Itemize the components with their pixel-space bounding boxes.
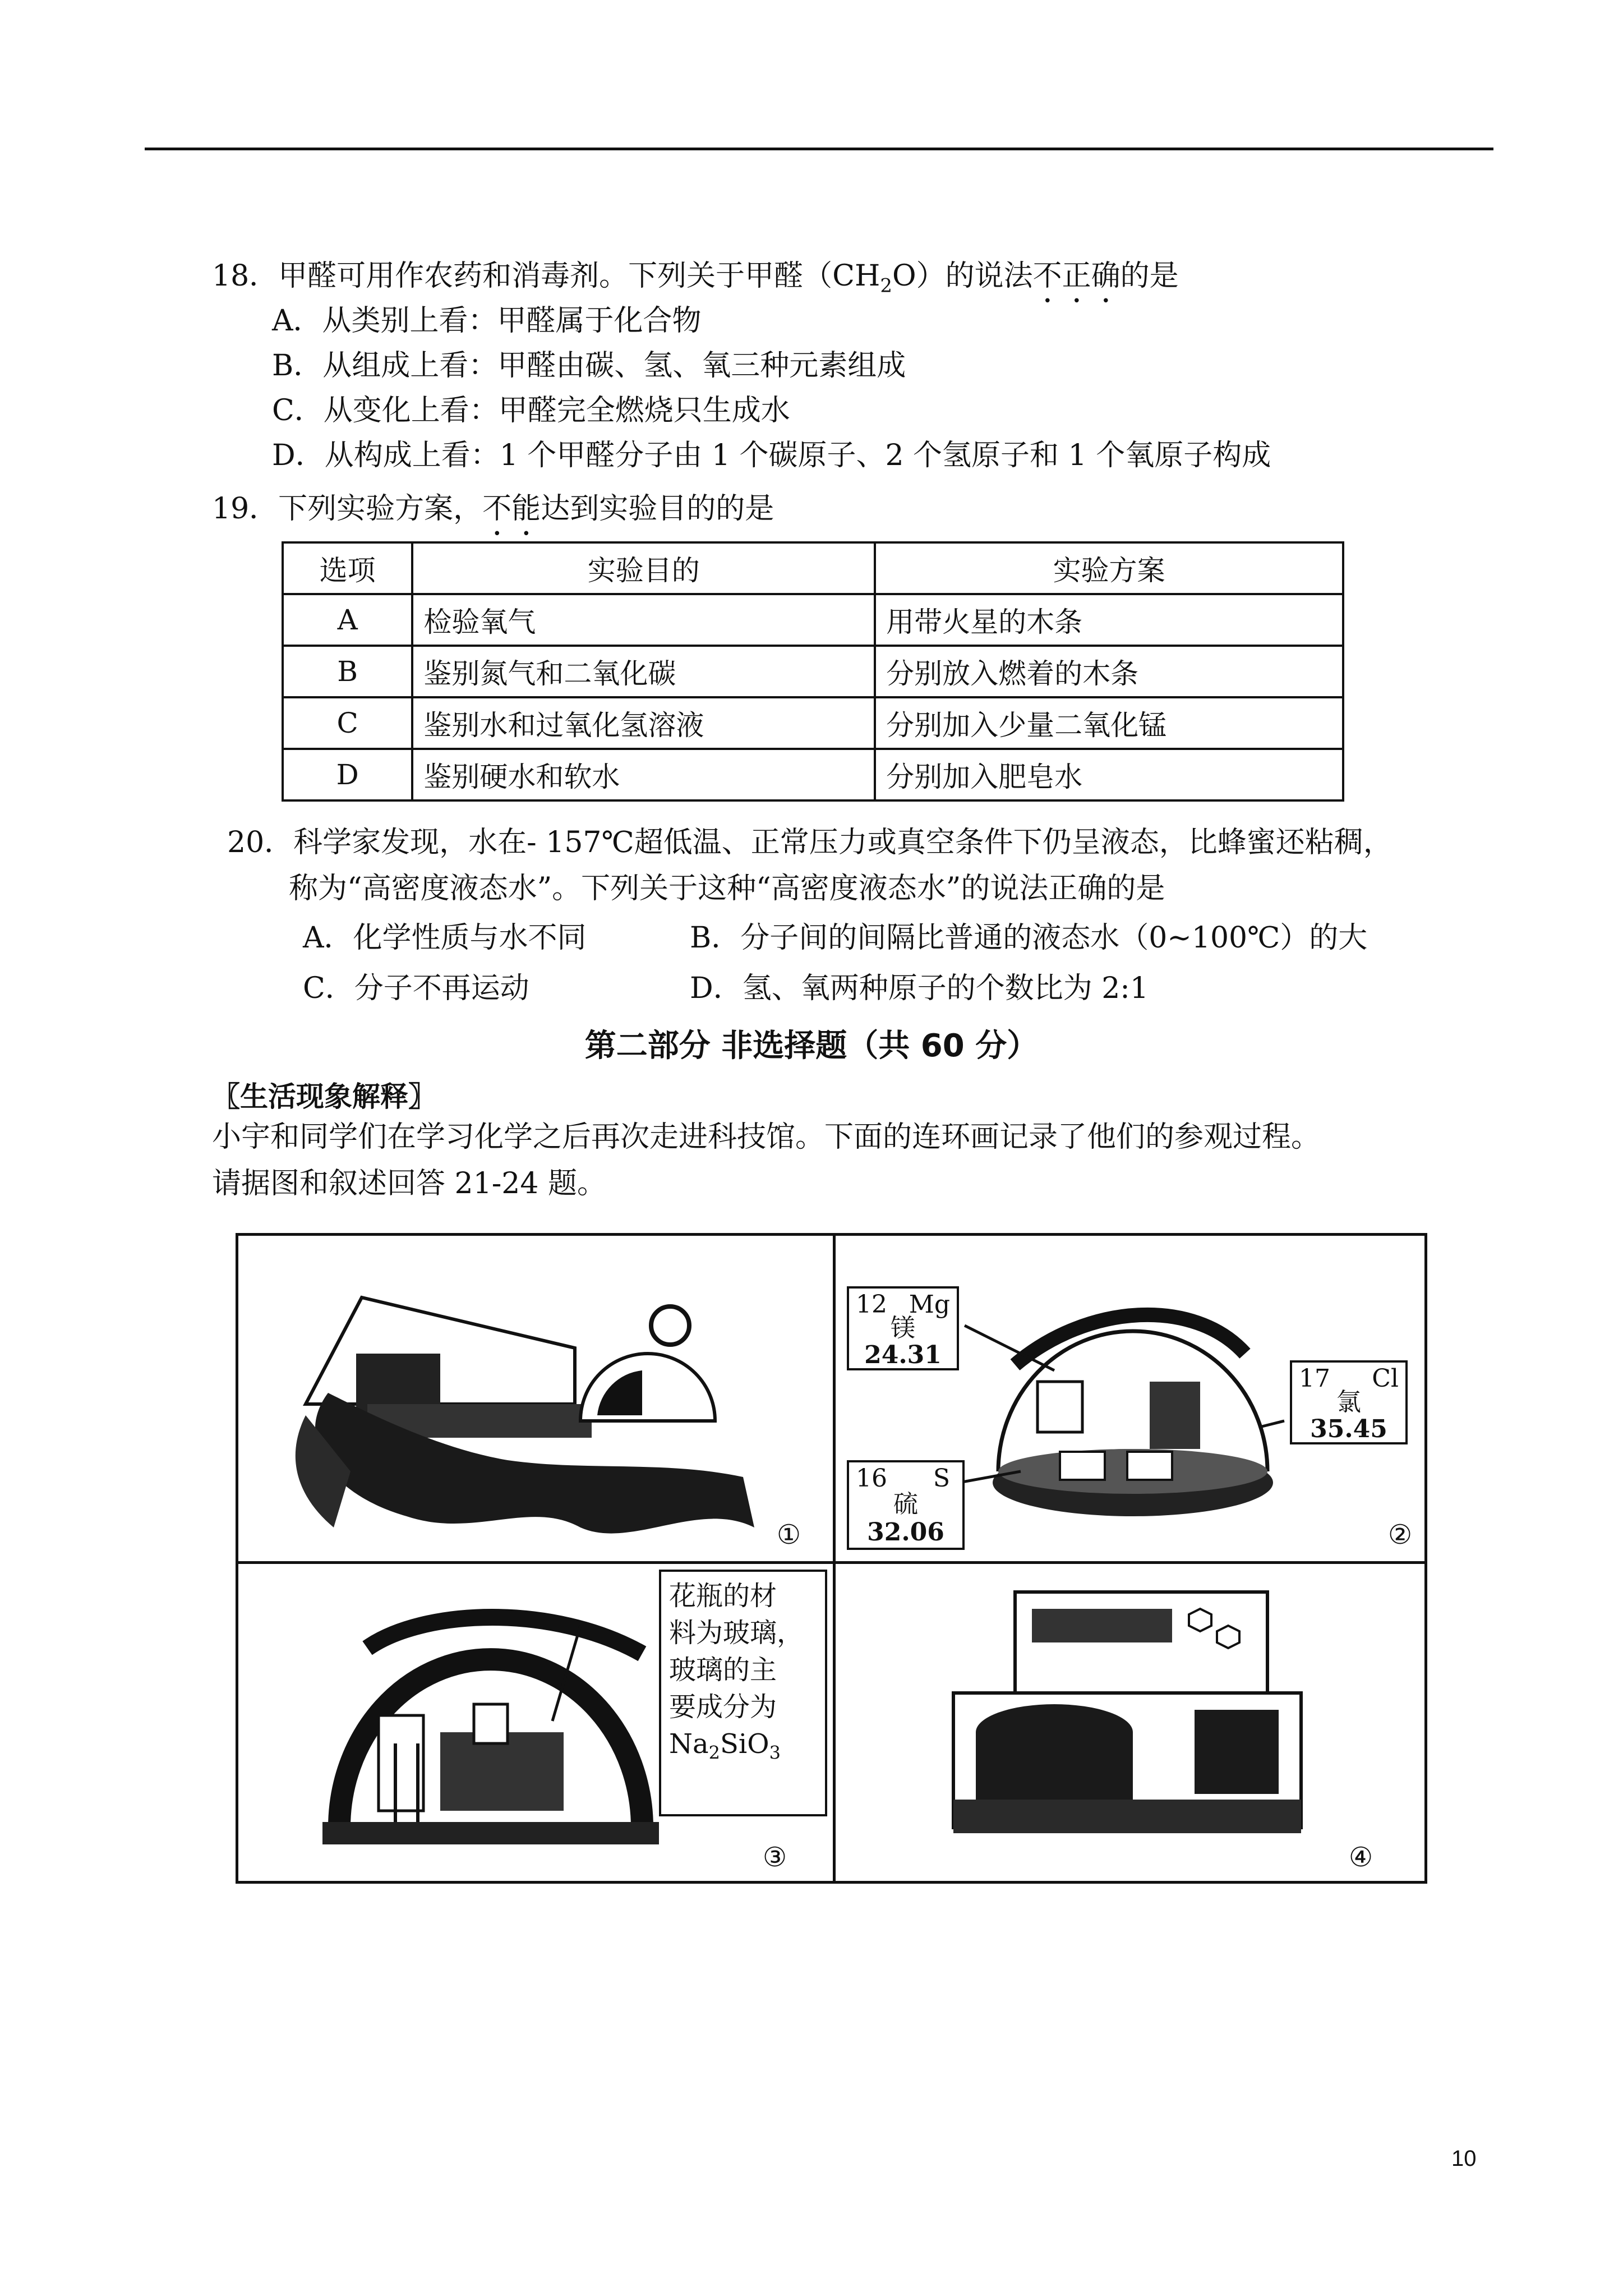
- section-title: 第二部分 非选择题（共 60 分）: [584, 1028, 1039, 1064]
- element-card-cl: 17 Cl 氯 35.45: [1290, 1360, 1408, 1444]
- panel-number-1: ①: [777, 1519, 801, 1550]
- q20-option-b: B．分子间的间隔比普通的液态水（0~100℃）的大: [690, 921, 1368, 955]
- table-row: [283, 646, 1343, 697]
- table-cell: 用带火星的木条: [875, 594, 1343, 646]
- q20-option-a: A．化学性质与水不同: [303, 921, 587, 955]
- table-cell: 鉴别硬水和软水: [412, 749, 875, 800]
- table-cell: B: [283, 646, 412, 697]
- table-cell: 分别放入燃着的木条: [875, 646, 1343, 697]
- q19-table: [282, 541, 1344, 802]
- intro-line1: 小宇和同学们在学习化学之后再次走进科技馆。下面的连环画记录了他们的参观过程。: [212, 1120, 1321, 1154]
- table-header-row: [283, 542, 1343, 594]
- exhibit-table-illustration: [836, 1564, 1429, 1887]
- table-header: 实验方案: [875, 542, 1343, 594]
- q18-option-b: B．从组成上看：甲醛由碳、氢、氧三种元素组成: [272, 349, 906, 383]
- table-cell: 鉴别水和过氧化氢溶液: [412, 697, 875, 749]
- q18-stem: 18．甲醛可用作农药和消毒剂。下列关于甲醛$(CH_2O)$的说法不正确的是: [212, 259, 1179, 297]
- table-cell: 分别加入少量二氧化锰: [875, 697, 1343, 749]
- table-row: [283, 697, 1343, 749]
- table-cell: C: [283, 697, 412, 749]
- vase-note-box: 花瓶的材 料为玻璃， 玻璃的主 要成分为 $Na_2SiO_3$: [659, 1570, 827, 1816]
- table-row: [283, 594, 1343, 646]
- table-cell: 分别加入肥皂水: [875, 749, 1343, 800]
- panel-number-2: ②: [1388, 1519, 1413, 1550]
- q20-option-c: C．分子不再运动: [303, 972, 529, 1005]
- comic-panel-2: [836, 1236, 1429, 1559]
- header-rule: [145, 148, 1493, 150]
- panel-number-4: ④: [1349, 1842, 1373, 1873]
- element-card-s: 16 S 硫 32.06: [847, 1460, 965, 1550]
- q18-option-d: D．从构成上看：1 个甲醛分子由 1 个碳原子、2 个氢原子和 1 个氧原子构成: [272, 439, 1271, 472]
- intro-line2: 请据图和叙述回答 21-24 题。: [212, 1167, 606, 1200]
- comic-panel-1: [238, 1236, 832, 1559]
- table-cell: A: [283, 594, 412, 646]
- table-cell: 鉴别氮气和二氧化碳: [412, 646, 875, 697]
- q20-stem-line1: 20．科学家发现，水在- 157℃超低温、正常压力或真空条件下仍呈液态，比蜂蜜还粘稠，: [227, 826, 1393, 859]
- q20-option-d: D．氢、氧两种原子的个数比为 2:1: [690, 972, 1149, 1005]
- museum-building-illustration: [238, 1236, 832, 1559]
- table-header: 选项: [283, 542, 412, 594]
- comic-strip: [236, 1233, 1427, 1884]
- table-header: 实验目的: [412, 542, 875, 594]
- table-cell: D: [283, 749, 412, 800]
- q18-option-c: C．从变化上看：甲醛完全燃烧只生成水: [272, 394, 790, 427]
- comic-panel-3: [238, 1564, 832, 1887]
- comic-panel-4: [836, 1564, 1429, 1887]
- panel-number-3: ③: [763, 1842, 787, 1873]
- q20-stem-line2: 称为“高密度液态水”。下列关于这种“高密度液态水”的说法正确的是: [289, 872, 1165, 905]
- page-number: 10: [1451, 2146, 1477, 2171]
- q19-stem: 19．下列实验方案，不能达到实验目的的是: [212, 492, 774, 526]
- table-row: [283, 749, 1343, 800]
- element-card-mg: 12 Mg 镁 24.31: [847, 1286, 959, 1370]
- subsection-heading: 〖生活现象解释〗: [212, 1080, 436, 1113]
- table-cell: 检验氧气: [412, 594, 875, 646]
- q18-option-a: A．从类别上看：甲醛属于化合物: [272, 304, 702, 338]
